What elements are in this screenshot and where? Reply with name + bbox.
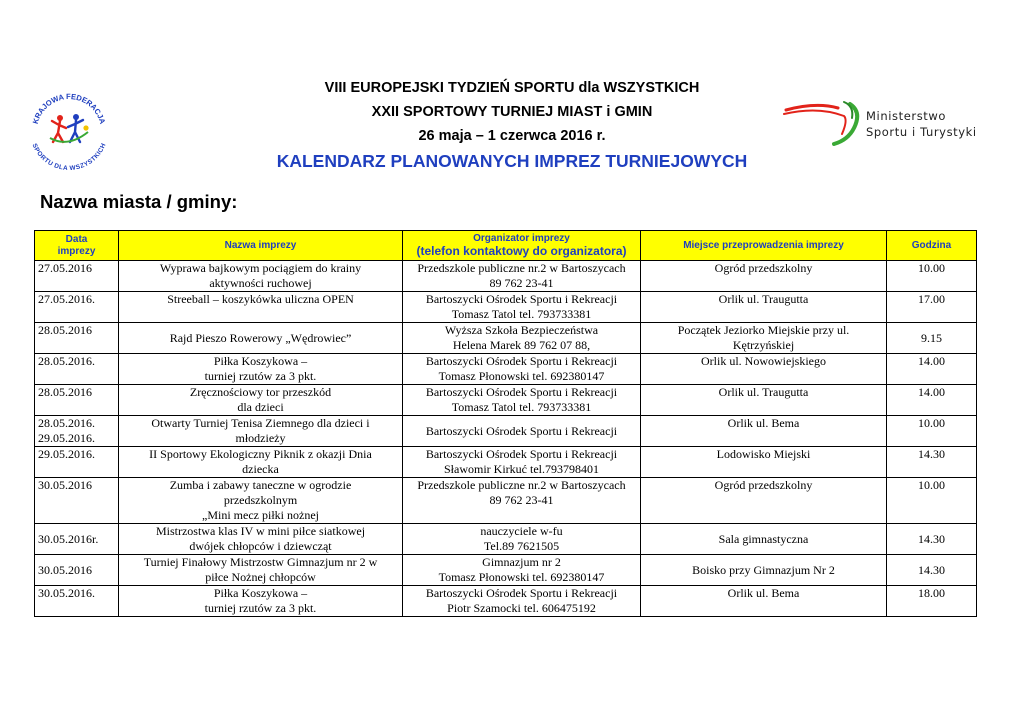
cell-organizer xyxy=(403,354,641,385)
cell-organizer-line: Tomasz Tatol tel. 793733381 xyxy=(451,400,592,414)
cell-date xyxy=(35,478,119,524)
header-dates: 26 maja – 1 czerwca 2016 r. xyxy=(418,128,606,144)
cell-place-line: Początek Jeziorko Miejskie przy ul. xyxy=(677,323,850,337)
header-line2: XXII SPORTOWY TURNIEJ MIAST i GMIN xyxy=(371,104,653,120)
cell-date-line: 30.05.2016r. xyxy=(38,531,99,546)
ministerstwo-line1: Ministerstwo xyxy=(866,109,947,123)
cell-place-line: Ogród przedszkolny xyxy=(714,261,813,275)
page-title: KALENDARZ PLANOWANYCH IMPREZ TURNIEJOWYCH xyxy=(276,151,748,171)
table-row xyxy=(35,416,977,447)
cell-name-line: przedszkolnym xyxy=(223,493,298,507)
cell-time: 10.00 xyxy=(887,416,977,447)
cell-name-line: aktywności ruchowej xyxy=(209,276,312,290)
cell-organizer xyxy=(403,261,641,292)
events-table xyxy=(34,230,977,617)
cell-organizer-line: Piotr Szamocki tel. 606475192 xyxy=(447,601,596,615)
table-row xyxy=(35,586,977,617)
cell-date xyxy=(35,261,119,292)
cell-organizer xyxy=(403,292,641,323)
cell-place xyxy=(641,416,887,447)
header-place: Miejsce przeprowadzenia imprezy xyxy=(641,231,887,261)
cell-organizer xyxy=(403,586,641,617)
cell-name xyxy=(119,447,403,478)
cell-date-line: 27.05.2016. xyxy=(38,292,95,306)
cell-time: 9.15 xyxy=(887,323,977,354)
cell-name-line: turniej rzutów za 3 pkt. xyxy=(204,601,317,615)
cell-organizer-line: Bartoszycki Ośrodek Sportu i Rekreacji xyxy=(425,385,618,399)
cell-place-line: Orlik ul. Traugutta xyxy=(718,292,809,306)
cell-place xyxy=(641,354,887,385)
cell-time: 18.00 xyxy=(887,586,977,617)
cell-organizer-line: Bartoszycki Ośrodek Sportu i Rekreacji xyxy=(425,423,618,438)
cell-time: 14.30 xyxy=(887,555,977,586)
events-table-body xyxy=(35,261,977,617)
cell-name-line: dla dzieci xyxy=(237,400,284,414)
cell-date-line: 28.05.2016 xyxy=(38,385,92,399)
table-row xyxy=(35,261,977,292)
table-row xyxy=(35,354,977,385)
cell-name-line: młodzieży xyxy=(235,431,286,445)
cell-organizer xyxy=(403,555,641,586)
cell-organizer-line: Bartoszycki Ośrodek Sportu i Rekreacji xyxy=(425,292,618,306)
cell-name-line: II Sportowy Ekologiczny Piknik z okazji Dnia xyxy=(149,447,372,461)
cell-name xyxy=(119,524,403,555)
table-row xyxy=(35,385,977,416)
cell-date xyxy=(35,586,119,617)
cell-organizer-line: Tomasz Tatol tel. 793733381 xyxy=(451,307,592,321)
cell-date-line: 27.05.2016 xyxy=(38,261,92,275)
cell-place xyxy=(641,555,887,586)
cell-place-line: Orlik ul. Nowowiejskiego xyxy=(701,354,826,368)
cell-date xyxy=(35,354,119,385)
cell-name xyxy=(119,261,403,292)
cell-time: 14.00 xyxy=(887,354,977,385)
cell-organizer-line: Bartoszycki Ośrodek Sportu i Rekreacji xyxy=(425,354,618,368)
cell-place xyxy=(641,524,887,555)
cell-date-line: 30.05.2016. xyxy=(38,586,95,600)
cell-organizer xyxy=(403,478,641,524)
header-organizer-line1: Organizator imprezy xyxy=(473,233,570,245)
ministerstwo-line2: Sportu i Turystyki xyxy=(866,125,977,139)
cell-name-line: Streeball – koszykówka uliczna OPEN xyxy=(167,292,354,306)
cell-organizer-line: 89 762 23-41 xyxy=(489,276,554,290)
cell-place-line: Orlik ul. Bema xyxy=(727,416,800,430)
cell-name xyxy=(119,586,403,617)
cell-date-line: 29.05.2016. xyxy=(38,431,95,445)
cell-name-line: Zręcznościowy tor przeszkód xyxy=(189,385,332,399)
header-date-line2: imprezy xyxy=(57,245,96,257)
cell-organizer-line: Wyższa Szkoła Bezpieczeństwa xyxy=(444,323,599,337)
cell-date xyxy=(35,292,119,323)
cell-place-line: Sala gimnastyczna xyxy=(718,531,809,546)
cell-date-line: 28.05.2016 xyxy=(38,323,92,337)
cell-time: 14.30 xyxy=(887,524,977,555)
cell-name-line: Turniej Finałowy Mistrzostw Gimnazjum nr 2 w xyxy=(143,555,378,569)
cell-date-line: 30.05.2016 xyxy=(38,478,92,492)
cell-place xyxy=(641,261,887,292)
cell-organizer-line: Helena Marek 89 762 07 88, xyxy=(452,338,591,352)
cell-name xyxy=(119,323,403,354)
table-header-row xyxy=(35,231,977,261)
cell-place xyxy=(641,447,887,478)
cell-name-line: „Mini mecz piłki nożnej xyxy=(202,508,319,522)
cell-place xyxy=(641,385,887,416)
header-line1: VIII EUROPEJSKI TYDZIEŃ SPORTU dla WSZYSTKICH xyxy=(324,80,700,96)
cell-place-line: Ogród przedszkolny xyxy=(714,478,813,492)
cell-organizer-line: Przedszkole publiczne nr.2 w Bartoszycach xyxy=(417,478,626,492)
cell-date-line: 30.05.2016 xyxy=(38,562,92,577)
cell-name-line: dwójek chłopców i dziewcząt xyxy=(189,539,332,553)
cell-organizer-line: Tomasz Płonowski tel. 692380147 xyxy=(438,369,605,383)
cell-organizer-line: Bartoszycki Ośrodek Sportu i Rekreacji xyxy=(425,586,618,600)
cell-organizer xyxy=(403,447,641,478)
cell-name xyxy=(119,385,403,416)
cell-organizer-line: Sławomir Kirkuć tel.793798401 xyxy=(444,462,599,476)
cell-name-line: piłce Nożnej chłopców xyxy=(205,570,316,584)
cell-name-line: Mistrzostwa klas IV w mini piłce siatkowej xyxy=(155,524,366,538)
cell-organizer-line: Tel.89 7621505 xyxy=(483,539,560,553)
table-row xyxy=(35,323,977,354)
city-label: Nazwa miasta / gminy: xyxy=(40,191,238,212)
cell-time: 10.00 xyxy=(887,478,977,524)
table-row xyxy=(35,555,977,586)
cell-name-line: Rajd Pieszo Rowerowy „Wędrowiec” xyxy=(169,330,352,345)
cell-organizer-line: Przedszkole publiczne nr.2 w Bartoszycach xyxy=(417,261,626,275)
cell-name xyxy=(119,354,403,385)
logo-left-text-bottom: SPORTU DLA WSZYSTKICH xyxy=(30,142,108,170)
cell-time: 14.00 xyxy=(887,385,977,416)
table-row xyxy=(35,292,977,323)
cell-organizer xyxy=(403,385,641,416)
cell-name xyxy=(119,416,403,447)
cell-organizer-line: Gimnazjum nr 2 xyxy=(482,555,561,569)
cell-name-line: Piłka Koszykowa – xyxy=(213,586,308,600)
table-row xyxy=(35,524,977,555)
cell-place-line: Orlik ul. Traugutta xyxy=(718,385,809,399)
cell-date xyxy=(35,447,119,478)
cell-place xyxy=(641,323,887,354)
cell-place-line: Kętrzyńskiej xyxy=(732,338,795,352)
header-organizer-line2: (telefon kontaktowy do organizatora) xyxy=(416,243,627,258)
header-date xyxy=(35,231,119,261)
cell-name xyxy=(119,478,403,524)
cell-date xyxy=(35,416,119,447)
cell-name-line: Otwarty Turniej Tenisa Ziemnego dla dzieci i xyxy=(151,416,370,430)
cell-time: 10.00 xyxy=(887,261,977,292)
cell-date xyxy=(35,385,119,416)
cell-organizer xyxy=(403,416,641,447)
cell-organizer-line: 89 762 23-41 xyxy=(489,493,554,507)
header-time: Godzina xyxy=(887,231,977,261)
cell-place xyxy=(641,292,887,323)
cell-name-line: Zumba i zabawy taneczne w ogrodzie xyxy=(169,478,352,492)
cell-date-line: 28.05.2016. xyxy=(38,354,95,368)
cell-place-line: Boisko przy Gimnazjum Nr 2 xyxy=(692,562,835,577)
cell-organizer-line: Bartoszycki Ośrodek Sportu i Rekreacji xyxy=(425,447,618,461)
header-name: Nazwa imprezy xyxy=(119,231,403,261)
cell-name-line: turniej rzutów za 3 pkt. xyxy=(204,369,317,383)
cell-organizer xyxy=(403,323,641,354)
cell-organizer-line: nauczyciele w-fu xyxy=(480,524,563,538)
cell-date-line: 29.05.2016. xyxy=(38,447,95,461)
cell-date xyxy=(35,323,119,354)
cell-place-line: Lodowisko Miejski xyxy=(716,447,811,461)
cell-name-line: Wyprawa bajkowym pociągiem do krainy xyxy=(159,261,362,275)
cell-date xyxy=(35,524,119,555)
cell-date xyxy=(35,555,119,586)
header-date-line1: Data xyxy=(65,234,88,245)
header-organizer xyxy=(403,231,641,261)
cell-time: 17.00 xyxy=(887,292,977,323)
cell-place xyxy=(641,586,887,617)
cell-place-line: Orlik ul. Bema xyxy=(727,586,800,600)
cell-date-line: 28.05.2016. xyxy=(38,416,95,430)
cell-name-line: dziecka xyxy=(242,462,279,476)
logo-left-text-top: KRAJOWA FEDERACJA xyxy=(30,91,108,126)
cell-time: 14.30 xyxy=(887,447,977,478)
table-row xyxy=(35,447,977,478)
cell-name-line: Piłka Koszykowa – xyxy=(213,354,308,368)
cell-organizer-line: Tomasz Płonowski tel. 692380147 xyxy=(438,570,605,584)
cell-name xyxy=(119,555,403,586)
cell-place xyxy=(641,478,887,524)
table-row xyxy=(35,478,977,524)
cell-name xyxy=(119,292,403,323)
cell-organizer xyxy=(403,524,641,555)
